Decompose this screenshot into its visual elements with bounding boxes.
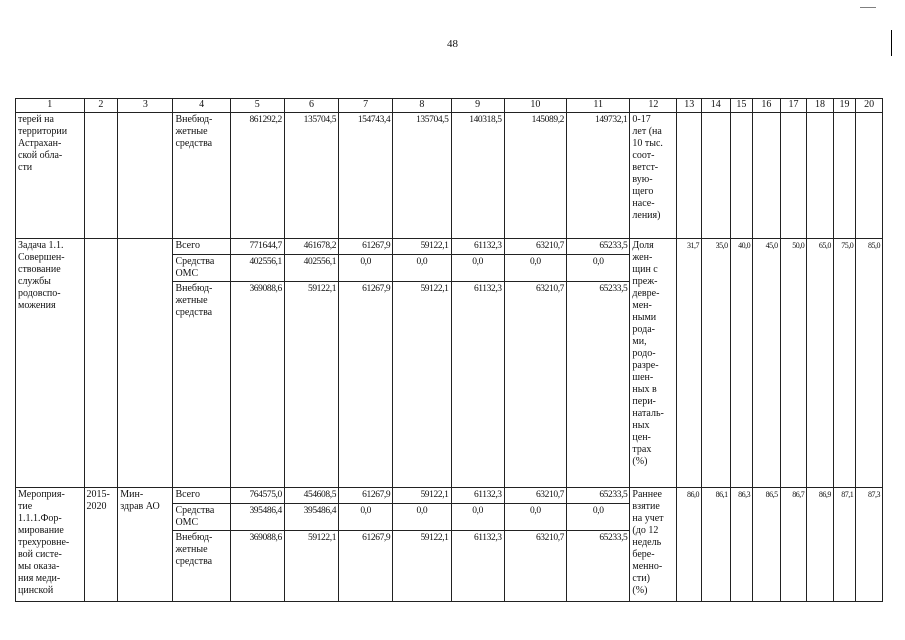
indicator-value-cell: 86,5 (753, 488, 781, 602)
header-cell: 11 (567, 99, 630, 113)
amount-cell: 59122,1 (393, 488, 451, 504)
indicator-value-cell: 86,9 (807, 488, 834, 602)
amount-cell: 59122,1 (393, 531, 451, 602)
header-cell: 18 (807, 99, 834, 113)
header-cell: 2 (84, 99, 118, 113)
header-cell: 14 (701, 99, 730, 113)
indicator-value-cell: 50,0 (780, 239, 807, 488)
indicator-value-cell: 85,0 (856, 239, 883, 488)
header-cell: 6 (284, 99, 338, 113)
amount-cell: 61132,3 (451, 531, 504, 602)
amount-cell: 61267,9 (339, 282, 393, 488)
activity-name-cell: Задача 1.1. Совершен- ствование службы родовспо- можения (16, 239, 85, 488)
amount-cell: 395486,4 (284, 504, 338, 531)
indicator-name-cell: Раннее взятие на учет (до 12 недель бере- менно- сти) (%) (630, 488, 677, 602)
header-cell: 10 (504, 99, 566, 113)
indicator-value-cell: 31,7 (677, 239, 702, 488)
amount-cell: 63210,7 (504, 239, 566, 255)
page-number: 48 (447, 38, 458, 50)
scan-mark (891, 30, 892, 56)
amount-cell: 369088,6 (230, 531, 284, 602)
amount-cell: 145089,2 (504, 113, 566, 239)
header-cell: 17 (780, 99, 807, 113)
budget-table (15, 98, 883, 602)
amount-cell: 135704,5 (284, 113, 338, 239)
amount-cell: 0,0 (567, 504, 630, 531)
executor-cell: Мин- здрав АО (118, 488, 173, 602)
amount-cell: 461678,2 (284, 239, 338, 255)
indicator-value-cell (780, 113, 807, 239)
amount-cell: 59122,1 (393, 282, 451, 488)
indicator-name-cell: 0-17 лет (на 10 тыс. соот- ветст- вую- щего насе- ления) (630, 113, 677, 239)
indicator-value-cell: 87,3 (856, 488, 883, 602)
indicator-value-cell: 86,1 (701, 488, 730, 602)
indicator-value-cell: 65,0 (807, 239, 834, 488)
scan-mark (860, 7, 876, 8)
header-cell: 3 (118, 99, 173, 113)
amount-cell: 0,0 (504, 504, 566, 531)
amount-cell: 771644,7 (230, 239, 284, 255)
table-row (16, 239, 883, 255)
amount-cell: 154743,4 (339, 113, 393, 239)
indicator-name-cell: Доля жен- щин с преж- девре- мен- ными рода- ми, родо- разре- шен- ных в пери- наталь- ных цен- трах (%) (630, 239, 677, 488)
amount-cell: 454608,5 (284, 488, 338, 504)
amount-cell: 369088,6 (230, 282, 284, 488)
indicator-value-cell: 87,1 (833, 488, 855, 602)
table-row (16, 113, 883, 239)
amount-cell: 59122,1 (284, 282, 338, 488)
amount-cell: 861292,2 (230, 113, 284, 239)
table-row (16, 488, 883, 504)
amount-cell: 61267,9 (339, 488, 393, 504)
amount-cell: 0,0 (451, 255, 504, 282)
funding-source-cell: Внебюд- жетные средства (173, 531, 230, 602)
indicator-value-cell: 86,3 (730, 488, 752, 602)
amount-cell: 395486,4 (230, 504, 284, 531)
amount-cell: 61132,3 (451, 282, 504, 488)
indicator-value-cell: 86,7 (780, 488, 807, 602)
funding-source-cell: Внебюд- жетные средства (173, 282, 230, 488)
indicator-value-cell (730, 113, 752, 239)
activity-name-cell: терей на территории Астрахан- ской обла- сти (16, 113, 85, 239)
funding-source-cell: Всего (173, 488, 230, 504)
amount-cell: 402556,1 (230, 255, 284, 282)
indicator-value-cell (753, 113, 781, 239)
amount-cell: 402556,1 (284, 255, 338, 282)
indicator-value-cell: 45,0 (753, 239, 781, 488)
indicator-value-cell (833, 113, 855, 239)
amount-cell: 65233,5 (567, 282, 630, 488)
amount-cell: 63210,7 (504, 282, 566, 488)
amount-cell: 140318,5 (451, 113, 504, 239)
amount-cell: 65233,5 (567, 488, 630, 504)
amount-cell: 59122,1 (393, 239, 451, 255)
amount-cell: 0,0 (393, 504, 451, 531)
period-cell: 2015- 2020 (84, 488, 118, 602)
header-cell: 5 (230, 99, 284, 113)
executor-cell (118, 113, 173, 239)
amount-cell: 0,0 (504, 255, 566, 282)
amount-cell: 0,0 (339, 504, 393, 531)
header-cell: 12 (630, 99, 677, 113)
header-cell: 13 (677, 99, 702, 113)
amount-cell: 0,0 (451, 504, 504, 531)
funding-source-cell: Внебюд- жетные средства (173, 113, 230, 239)
amount-cell: 0,0 (339, 255, 393, 282)
indicator-value-cell (677, 113, 702, 239)
indicator-value-cell: 75,0 (833, 239, 855, 488)
header-cell: 1 (16, 99, 85, 113)
amount-cell: 135704,5 (393, 113, 451, 239)
amount-cell: 61132,3 (451, 488, 504, 504)
amount-cell: 65233,5 (567, 531, 630, 602)
funding-source-cell: Средства ОМС (173, 255, 230, 282)
amount-cell: 63210,7 (504, 488, 566, 504)
indicator-value-cell: 35,0 (701, 239, 730, 488)
amount-cell: 764575,0 (230, 488, 284, 504)
period-cell (84, 113, 118, 239)
header-row (16, 99, 883, 113)
amount-cell: 61132,3 (451, 239, 504, 255)
amount-cell: 61267,9 (339, 239, 393, 255)
header-cell: 4 (173, 99, 230, 113)
header-cell: 19 (833, 99, 855, 113)
header-cell: 20 (856, 99, 883, 113)
amount-cell: 59122,1 (284, 531, 338, 602)
header-cell: 9 (451, 99, 504, 113)
indicator-value-cell: 40,0 (730, 239, 752, 488)
amount-cell: 0,0 (393, 255, 451, 282)
header-cell: 7 (339, 99, 393, 113)
amount-cell: 149732,1 (567, 113, 630, 239)
header-cell: 8 (393, 99, 451, 113)
indicator-value-cell (701, 113, 730, 239)
funding-source-cell: Средства ОМС (173, 504, 230, 531)
period-cell (84, 239, 118, 488)
header-cell: 16 (753, 99, 781, 113)
amount-cell: 0,0 (567, 255, 630, 282)
amount-cell: 65233,5 (567, 239, 630, 255)
activity-name-cell: Мероприя- тие 1.1.1.Фор- мирование трехуровне- вой систе- мы оказа- ния меди- цинской (16, 488, 85, 602)
header-cell: 15 (730, 99, 752, 113)
indicator-value-cell (856, 113, 883, 239)
indicator-value-cell (807, 113, 834, 239)
amount-cell: 61267,9 (339, 531, 393, 602)
funding-source-cell: Всего (173, 239, 230, 255)
indicator-value-cell: 86,0 (677, 488, 702, 602)
executor-cell (118, 239, 173, 488)
amount-cell: 63210,7 (504, 531, 566, 602)
